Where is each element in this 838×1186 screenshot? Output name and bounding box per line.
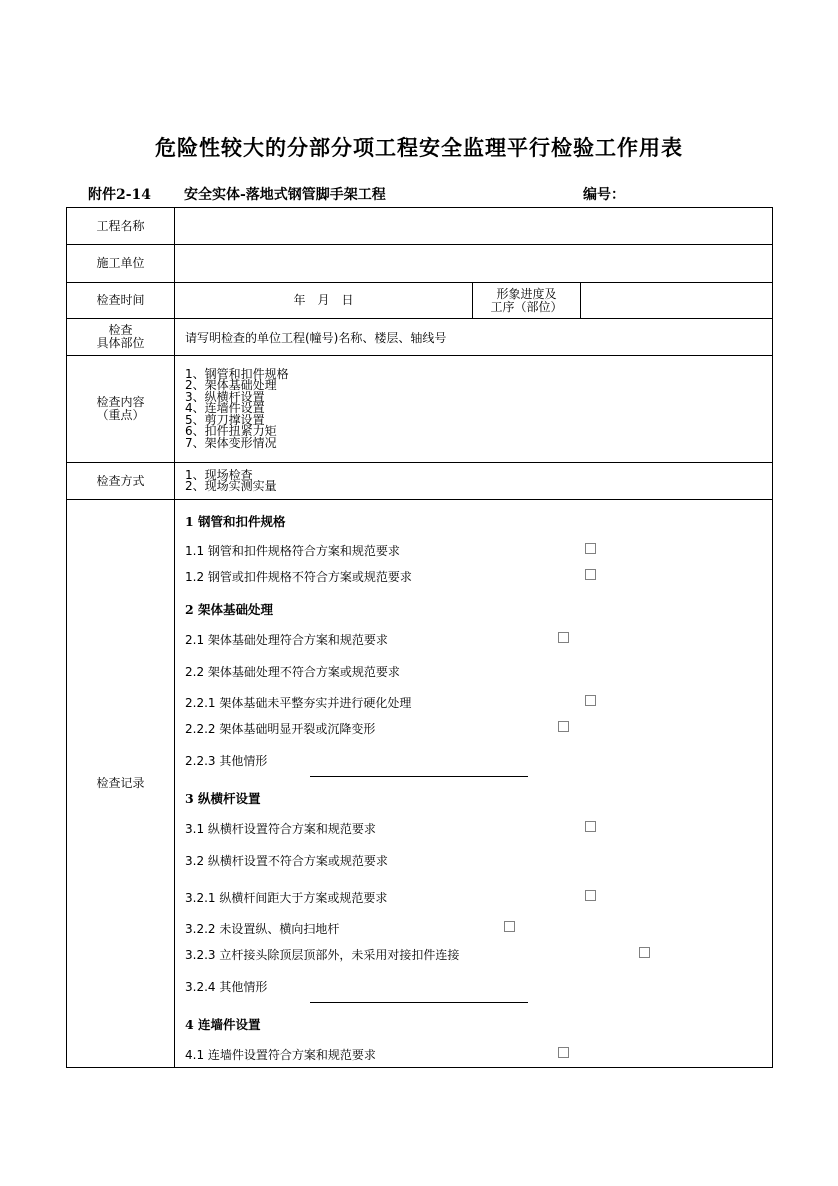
other-situation-blank-line[interactable]: [310, 1002, 528, 1003]
record-area: [175, 500, 773, 1068]
record-item: 2.2 架体基础处理不符合方案或规范要求: [185, 665, 400, 679]
content-label-line2: （重点）: [96, 408, 145, 422]
list-item: 3、纵横杆设置: [185, 389, 265, 404]
record-item: 4.1 连墙件设置符合方案和规范要求: [185, 1048, 376, 1062]
list-item: 2、架体基础处理: [185, 378, 277, 393]
record-item: 3.2 纵横杆设置不符合方案或规范要求: [185, 854, 388, 868]
section-heading: 4 连墙件设置: [185, 1017, 261, 1032]
record-item: 2.2.2 架体基础明显开裂或沉降变形: [185, 722, 376, 736]
checkbox[interactable]: [585, 695, 596, 706]
section-heading: 3 纵横杆设置: [185, 791, 261, 806]
record-item: 1.1 钢管和扣件规格符合方案和规范要求: [185, 544, 400, 558]
content-label-line1: 检查内容: [96, 395, 145, 409]
location-hint[interactable]: 请写明检查的单位工程(幢号)名称、楼层、轴线号: [175, 319, 773, 356]
row-content: [67, 356, 773, 463]
list-item: 2、现场实测实量: [185, 479, 277, 493]
list-item: 1、钢管和扣件规格: [185, 366, 289, 381]
row-project-name: [67, 208, 773, 245]
content-label: [67, 356, 175, 463]
checkbox[interactable]: [585, 569, 596, 580]
progress-label-line1: 形象进度及: [496, 286, 557, 301]
inspection-form-table: [66, 207, 773, 1068]
row-location: [67, 319, 773, 356]
row-record: [67, 500, 773, 1068]
project-name-label: 工程名称: [67, 208, 175, 245]
record-item: 3.2.1 纵横杆间距大于方案或规范要求: [185, 891, 388, 905]
form-subject: 安全实体-落地式钢管脚手架工程: [184, 187, 386, 203]
progress-label-line2: 工序（部位）: [490, 299, 563, 314]
record-item: 3.2.4 其他情形: [185, 980, 268, 994]
list-item: 5、剪刀撑设置: [185, 412, 265, 427]
checkbox[interactable]: [585, 821, 596, 832]
method-label: 检查方式: [67, 463, 175, 500]
form-number-label: 编号：: [583, 187, 625, 203]
record-item: 2.2.3 其他情形: [185, 754, 268, 768]
page-title: 危险性较大的分部分项工程安全监理平行检验工作用表: [155, 135, 683, 160]
content-list: [175, 356, 773, 463]
checkbox[interactable]: [504, 921, 515, 932]
record-label: 检查记录: [67, 500, 175, 1068]
other-situation-blank-line[interactable]: [310, 776, 528, 777]
list-item: 7、架体变形情况: [185, 435, 277, 450]
method-list: [175, 463, 773, 500]
progress-label: [473, 283, 581, 319]
record-item: 3.1 纵横杆设置符合方案和规范要求: [185, 822, 376, 836]
row-contractor: [67, 245, 773, 283]
location-label-line2: 具体部位: [96, 336, 145, 350]
section-heading: 2 架体基础处理: [185, 602, 274, 617]
checkbox[interactable]: [639, 947, 650, 958]
section-heading: 1 钢管和扣件规格: [185, 514, 286, 529]
location-label: [67, 319, 175, 356]
project-name-field[interactable]: [175, 208, 773, 245]
row-method: [67, 463, 773, 500]
contractor-label: 施工单位: [67, 245, 175, 283]
record-item: 3.2.2 未设置纵、横向扫地杆: [185, 922, 340, 936]
attachment-number: 附件2-14: [88, 187, 152, 203]
checkbox[interactable]: [585, 890, 596, 901]
list-item: 4、连墙件设置: [185, 401, 265, 416]
inspect-time-label: 检查时间: [67, 283, 175, 319]
checkbox[interactable]: [558, 1047, 569, 1058]
progress-field[interactable]: [581, 283, 773, 319]
row-inspect-time: [67, 283, 773, 319]
record-item: 3.2.3 立杆接头除顶层顶部外，未采用对接扣件连接: [185, 948, 460, 962]
contractor-field[interactable]: [175, 245, 773, 283]
checkbox[interactable]: [558, 721, 569, 732]
list-item: 6、扣件扭紧力矩: [185, 424, 277, 439]
record-item: 1.2 钢管或扣件规格不符合方案或规范要求: [185, 570, 412, 584]
location-label-line1: 检查: [108, 323, 133, 337]
record-item: 2.1 架体基础处理符合方案和规范要求: [185, 633, 388, 647]
checkbox[interactable]: [585, 543, 596, 554]
record-item: 2.2.1 架体基础未平整夯实并进行硬化处理: [185, 696, 412, 710]
list-item: 1、现场检查: [185, 467, 253, 482]
checkbox[interactable]: [558, 632, 569, 643]
date-field[interactable]: 年 月 日: [175, 283, 473, 319]
